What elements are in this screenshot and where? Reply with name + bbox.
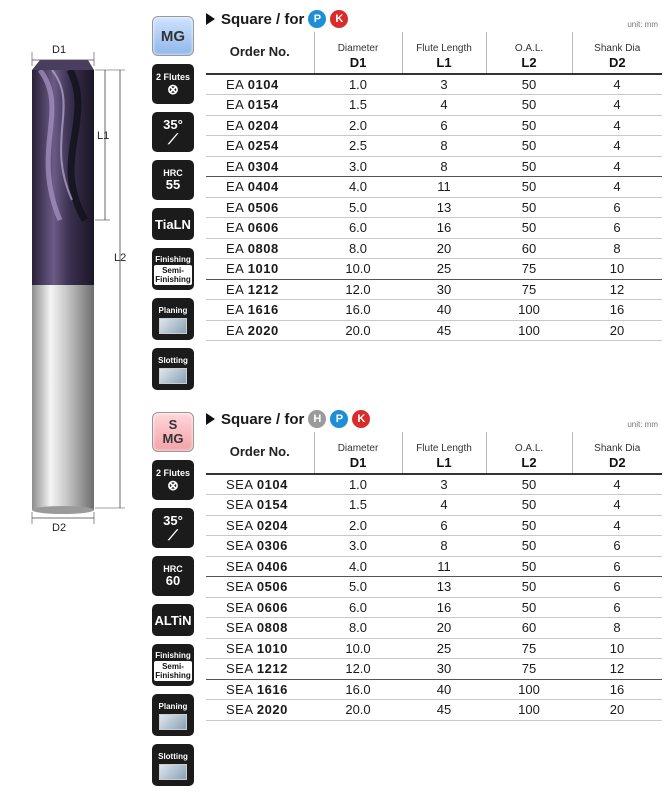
order-number-cell: SEA 0406 [206, 556, 314, 577]
order-number-cell: EA 0404 [206, 177, 314, 198]
oal-cell: 50 [486, 515, 572, 536]
oal-cell: 50 [486, 556, 572, 577]
diameter-cell: 4.0 [314, 556, 402, 577]
planing-icon: Planing [152, 694, 194, 736]
shank-dia-cell: 4 [572, 474, 662, 495]
order-number-cell: SEA 0104 [206, 474, 314, 495]
table-row [206, 259, 662, 280]
oal-cell: 50 [486, 218, 572, 239]
order-number-cell: EA 0304 [206, 156, 314, 177]
coating-icon: ALTiN [152, 604, 194, 636]
d2-label: D2 [52, 522, 67, 534]
table-row [206, 95, 662, 116]
shank-dia-cell: 6 [572, 577, 662, 598]
shank-dia-cell: 4 [572, 74, 662, 95]
table-row [206, 177, 662, 198]
table-row [206, 238, 662, 259]
diameter-cell: 2.0 [314, 515, 402, 536]
table-row [206, 197, 662, 218]
helix-angle-icon: 35° ⟋ [152, 508, 194, 548]
order-number-cell: SEA 2020 [206, 700, 314, 721]
flute-length-cell: 8 [402, 156, 486, 177]
mg-series-icon: MG [152, 16, 194, 56]
diameter-cell: 4.0 [314, 177, 402, 198]
diameter-cell: 12.0 [314, 279, 402, 300]
diameter-cell: 1.5 [314, 95, 402, 116]
hrc-icon: HRC 55 [152, 160, 194, 200]
oal-cell: 50 [486, 577, 572, 598]
table-row [206, 556, 662, 577]
shank-dia-cell: 6 [572, 597, 662, 618]
oal-cell: 50 [486, 495, 572, 516]
oal-cell: 100 [486, 300, 572, 321]
shank-dia-cell: 20 [572, 700, 662, 721]
diameter-cell: 2.0 [314, 115, 402, 136]
flute-length-cell: 13 [402, 577, 486, 598]
oal-cell: 50 [486, 197, 572, 218]
flute-length-cell: 11 [402, 177, 486, 198]
table-row [206, 638, 662, 659]
order-number-cell: EA 0254 [206, 136, 314, 157]
shank-dia-cell: 12 [572, 659, 662, 680]
flute-length-cell: 30 [402, 279, 486, 300]
shank-dia-cell: 4 [572, 95, 662, 116]
play-triangle-icon [206, 413, 215, 425]
finishing-icon: Finishing Semi-Finishing [152, 644, 194, 686]
flute-length-cell: 45 [402, 700, 486, 721]
shank-dia-cell: 10 [572, 638, 662, 659]
diameter-cell: 20.0 [314, 320, 402, 341]
d1-label: D1 [52, 44, 67, 56]
col-order: Order No. [206, 432, 314, 474]
coating-icon: TiaLN [152, 208, 194, 240]
order-number-cell: SEA 0606 [206, 597, 314, 618]
unit-label: unit: mm [627, 420, 658, 429]
table-row [206, 279, 662, 300]
flute-length-cell: 4 [402, 495, 486, 516]
oal-cell: 50 [486, 597, 572, 618]
order-number-cell: EA 0808 [206, 238, 314, 259]
flute-length-cell: 20 [402, 618, 486, 639]
flute-length-cell: 3 [402, 474, 486, 495]
shank-dia-cell: 16 [572, 679, 662, 700]
diameter-cell: 1.0 [314, 74, 402, 95]
section2-title: Square / for H P K [206, 410, 370, 428]
badge-k: K [330, 10, 348, 28]
end-mill-illustration [0, 30, 140, 550]
order-number-cell: SEA 1616 [206, 679, 314, 700]
hrc-icon: HRC 60 [152, 556, 194, 596]
oal-cell: 60 [486, 618, 572, 639]
diameter-cell: 8.0 [314, 238, 402, 259]
table-row [206, 515, 662, 536]
unit-label: unit: mm [627, 20, 658, 29]
table-row [206, 74, 662, 95]
flute-length-cell: 16 [402, 597, 486, 618]
flute-length-cell: 30 [402, 659, 486, 680]
oal-cell: 100 [486, 700, 572, 721]
table-row [206, 495, 662, 516]
finishing-icon: Finishing Semi-Finishing [152, 248, 194, 290]
table-row [206, 679, 662, 700]
diameter-cell: 10.0 [314, 259, 402, 280]
order-number-cell: SEA 0808 [206, 618, 314, 639]
oal-cell: 60 [486, 238, 572, 259]
flute-length-cell: 40 [402, 679, 486, 700]
shank-dia-cell: 6 [572, 556, 662, 577]
slotting-icon: Slotting [152, 348, 194, 390]
oal-cell: 75 [486, 259, 572, 280]
oal-cell: 50 [486, 95, 572, 116]
diameter-cell: 5.0 [314, 197, 402, 218]
shank-dia-cell: 4 [572, 177, 662, 198]
diameter-cell: 1.5 [314, 495, 402, 516]
shank-dia-cell: 12 [572, 279, 662, 300]
order-number-cell: EA 0506 [206, 197, 314, 218]
oal-cell: 50 [486, 74, 572, 95]
table-row [206, 115, 662, 136]
order-number-cell: EA 0606 [206, 218, 314, 239]
order-number-cell: EA 0104 [206, 74, 314, 95]
helix-angle-icon: 35° ⟋ [152, 112, 194, 152]
col-order: Order No. [206, 32, 314, 74]
feature-icons-mg [150, 16, 196, 398]
flute-length-cell: 11 [402, 556, 486, 577]
oal-cell: 50 [486, 156, 572, 177]
oal-cell: 75 [486, 638, 572, 659]
oal-cell: 50 [486, 177, 572, 198]
order-number-cell: SEA 0306 [206, 536, 314, 557]
flute-length-cell: 16 [402, 218, 486, 239]
oal-cell: 75 [486, 659, 572, 680]
order-number-cell: EA 1010 [206, 259, 314, 280]
order-number-cell: EA 0154 [206, 95, 314, 116]
diameter-cell: 20.0 [314, 700, 402, 721]
flute-length-cell: 8 [402, 136, 486, 157]
order-number-cell: EA 1616 [206, 300, 314, 321]
table-row [206, 320, 662, 341]
play-triangle-icon [206, 13, 215, 25]
l2-label: L2 [114, 252, 127, 264]
shank-dia-cell: 8 [572, 618, 662, 639]
table-row [206, 218, 662, 239]
table-row [206, 300, 662, 321]
spec-table-ea [206, 32, 662, 341]
order-number-cell: EA 2020 [206, 320, 314, 341]
spec-table-sea [206, 432, 662, 721]
oal-cell: 50 [486, 136, 572, 157]
diameter-cell: 1.0 [314, 474, 402, 495]
diameter-cell: 3.0 [314, 536, 402, 557]
flute-length-cell: 45 [402, 320, 486, 341]
shank-dia-cell: 6 [572, 197, 662, 218]
col-diameter: Diameter D1 [314, 432, 402, 474]
order-number-cell: SEA 1212 [206, 659, 314, 680]
oal-cell: 100 [486, 679, 572, 700]
shank-dia-cell: 6 [572, 536, 662, 557]
shank-dia-cell: 6 [572, 218, 662, 239]
table-row [206, 597, 662, 618]
shank-dia-cell: 8 [572, 238, 662, 259]
table-row [206, 536, 662, 557]
flute-length-cell: 6 [402, 115, 486, 136]
table-row [206, 700, 662, 721]
order-number-cell: SEA 0154 [206, 495, 314, 516]
diameter-cell: 5.0 [314, 577, 402, 598]
col-shank-dia: Shank Dia D2 [572, 32, 662, 74]
shank-dia-cell: 10 [572, 259, 662, 280]
flute-length-cell: 25 [402, 638, 486, 659]
shank-dia-cell: 20 [572, 320, 662, 341]
shank-dia-cell: 16 [572, 300, 662, 321]
oal-cell: 75 [486, 279, 572, 300]
diameter-cell: 12.0 [314, 659, 402, 680]
flute-length-cell: 3 [402, 74, 486, 95]
slotting-icon: Slotting [152, 744, 194, 786]
col-shank-dia: Shank Dia D2 [572, 432, 662, 474]
shank-dia-cell: 4 [572, 136, 662, 157]
diameter-cell: 10.0 [314, 638, 402, 659]
col-diameter: Diameter D1 [314, 32, 402, 74]
shank-dia-cell: 4 [572, 115, 662, 136]
table-row [206, 577, 662, 598]
diameter-cell: 2.5 [314, 136, 402, 157]
order-number-cell: SEA 0204 [206, 515, 314, 536]
shank-dia-cell: 4 [572, 495, 662, 516]
flute-length-cell: 6 [402, 515, 486, 536]
oal-cell: 50 [486, 536, 572, 557]
col-flute-length: Flute Length L1 [402, 32, 486, 74]
oal-cell: 50 [486, 115, 572, 136]
flute-length-cell: 4 [402, 95, 486, 116]
two-flutes-icon: 2 Flutes ⊗ [152, 460, 194, 500]
l1-label: L1 [97, 130, 110, 142]
flute-length-cell: 25 [402, 259, 486, 280]
flute-length-cell: 8 [402, 536, 486, 557]
table-row [206, 474, 662, 495]
table-row [206, 136, 662, 157]
col-oal: O.A.L. L2 [486, 32, 572, 74]
table-row [206, 156, 662, 177]
oal-cell: 100 [486, 320, 572, 341]
badge-p: P [308, 10, 326, 28]
feature-icons-smg [150, 412, 196, 794]
diameter-cell: 16.0 [314, 300, 402, 321]
planing-icon: Planing [152, 298, 194, 340]
diameter-cell: 6.0 [314, 218, 402, 239]
flute-length-cell: 20 [402, 238, 486, 259]
end-mill-drawing [0, 30, 140, 550]
col-oal: O.A.L. L2 [486, 432, 572, 474]
smg-series-icon: S MG [152, 412, 194, 452]
badge-k: K [352, 410, 370, 428]
oal-cell: 50 [486, 474, 572, 495]
shank-dia-cell: 4 [572, 156, 662, 177]
two-flutes-icon: 2 Flutes ⊗ [152, 64, 194, 104]
table-row [206, 618, 662, 639]
diameter-cell: 8.0 [314, 618, 402, 639]
diameter-cell: 3.0 [314, 156, 402, 177]
diameter-cell: 6.0 [314, 597, 402, 618]
col-flute-length: Flute Length L1 [402, 432, 486, 474]
diameter-cell: 16.0 [314, 679, 402, 700]
order-number-cell: SEA 0506 [206, 577, 314, 598]
section1-title: Square / for P K [206, 10, 348, 28]
flute-length-cell: 13 [402, 197, 486, 218]
shank-dia-cell: 4 [572, 515, 662, 536]
order-number-cell: SEA 1010 [206, 638, 314, 659]
flute-length-cell: 40 [402, 300, 486, 321]
badge-p: P [330, 410, 348, 428]
table-row [206, 659, 662, 680]
badge-h: H [308, 410, 326, 428]
order-number-cell: EA 1212 [206, 279, 314, 300]
order-number-cell: EA 0204 [206, 115, 314, 136]
